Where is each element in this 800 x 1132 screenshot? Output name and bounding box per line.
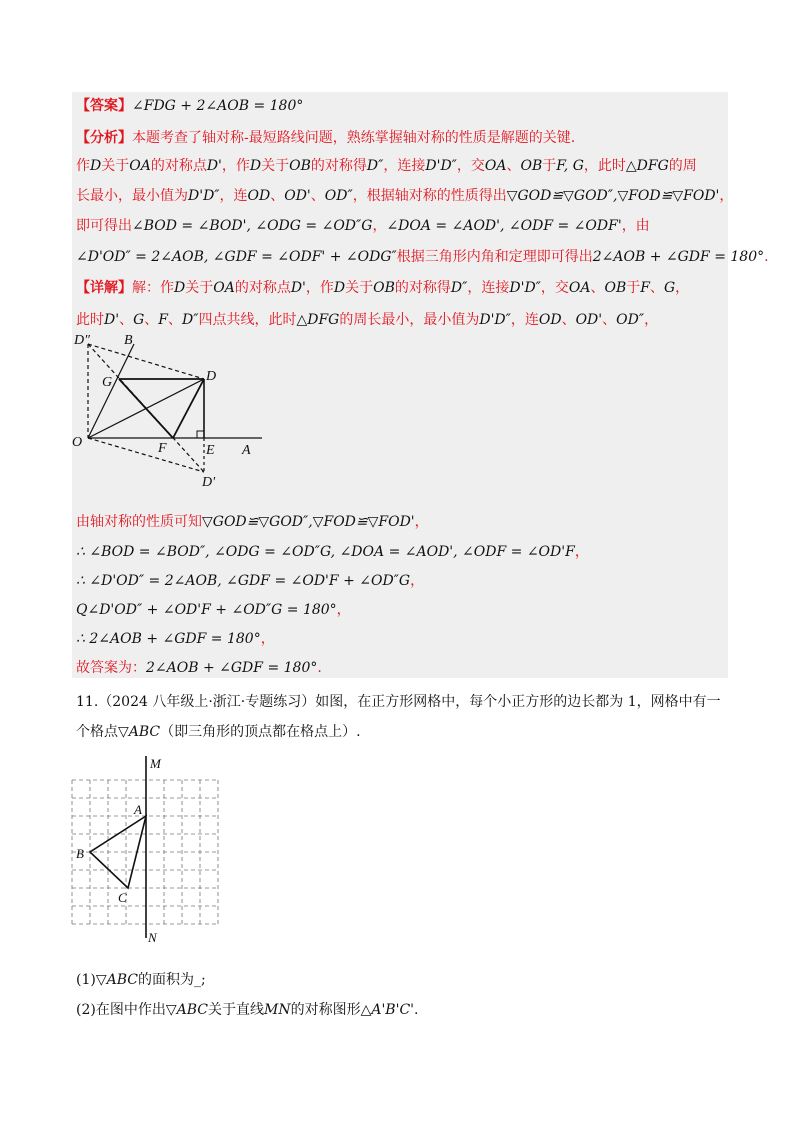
m: ▽ABC <box>165 1002 208 1018</box>
t: 的对称点 <box>150 158 207 174</box>
label-d2: D″ <box>74 333 90 348</box>
t: (2)在图中作出 <box>76 1002 166 1018</box>
m: D″ <box>366 158 384 174</box>
question-line-1 <box>76 692 721 712</box>
m: △DFG <box>296 312 340 328</box>
t: ， <box>719 188 734 204</box>
m: ▽GOD≌▽GOD″,▽FOD≌▽FOD' <box>506 188 720 204</box>
m: ∴ ∠BOD = ∠BOD″, ∠ODG = ∠OD″G, ∠DOA = ∠AOD', ∠ODF = ∠OD'F <box>76 544 575 560</box>
m: F <box>158 312 168 328</box>
m: △A'B'C' <box>360 1002 415 1018</box>
t: ， <box>372 218 387 234</box>
m: ▽GOD≌▽GOD″,▽FOD≌▽FOD' <box>202 514 415 530</box>
t: ，连 <box>219 188 248 204</box>
t: 故答案为： <box>76 660 146 676</box>
analysis-line-4 <box>76 216 650 236</box>
m: ∴ ∠D'OD″ = 2∠AOB, ∠GDF = ∠OD'F + ∠OD″G <box>76 573 411 589</box>
detail-line-7 <box>76 629 275 649</box>
label-c2: C <box>118 890 127 905</box>
m: OD″ <box>324 188 353 204</box>
t: (1) <box>76 972 96 988</box>
t: 个格点 <box>76 724 118 740</box>
m: D <box>174 280 186 296</box>
t: ，作 <box>305 280 334 296</box>
m: ∴ 2∠AOB + ∠GDF = 180° <box>76 631 261 647</box>
t: 关于直线 <box>207 1002 264 1018</box>
t: 关于 <box>261 158 290 174</box>
t: 关于 <box>185 280 214 296</box>
detail-line-1 <box>76 278 689 298</box>
right-angle-mark <box>197 431 204 438</box>
m: F, G <box>556 158 584 174</box>
t: ， <box>260 631 275 647</box>
t: 于 <box>542 158 557 174</box>
t: 解：作 <box>132 280 174 296</box>
t: . <box>764 249 769 265</box>
m: OA <box>484 158 507 174</box>
m: D″ <box>450 280 468 296</box>
label-o: O <box>72 435 83 450</box>
m: D″ <box>181 312 199 328</box>
label-d: D <box>206 369 217 384</box>
label-b: B <box>124 333 133 348</box>
t: 关于 <box>345 280 374 296</box>
question-line-2 <box>76 722 361 742</box>
label-b2: B <box>76 846 84 861</box>
m: OD' <box>284 188 311 204</box>
t: 即可得出 <box>76 218 132 234</box>
m: D' <box>104 312 120 328</box>
t: 的对称得 <box>310 158 367 174</box>
t: ，连接 <box>467 280 510 296</box>
t: 由轴对称的性质可知 <box>76 514 202 530</box>
label-d1: D' <box>202 475 216 490</box>
question-part-2 <box>76 1000 418 1020</box>
segment-df <box>173 379 204 438</box>
question-number: 11. <box>76 694 99 710</box>
t: 关于 <box>101 158 130 174</box>
detail-line-5 <box>76 571 424 591</box>
m: Q∠D'OD″ + ∠OD'F + ∠OD″G = 180° <box>76 602 337 618</box>
ray-ob <box>88 344 134 438</box>
analysis-line-1 <box>76 128 575 148</box>
m: OD <box>247 188 271 204</box>
t: 的对称图形 <box>290 1002 361 1018</box>
m: OD' <box>575 312 603 328</box>
m: G <box>663 280 676 296</box>
t: 、 <box>270 188 285 204</box>
m: ∠DOA = ∠AOD', ∠ODF = ∠ODF' <box>386 218 622 234</box>
analysis-text-1: 本题考查了轴对称-最短路线问题，熟练掌握轴对称的性质是解题的关键. <box>132 130 576 146</box>
detail-line-4 <box>76 542 589 562</box>
geometry-figure-1 <box>66 330 276 496</box>
m: OB <box>373 280 395 296</box>
t: （即三角形的顶点都在格点上）. <box>160 724 361 740</box>
analysis-line-3 <box>76 186 733 206</box>
m: ∠BOD = ∠BOD', ∠ODG = ∠OD″G <box>132 218 373 234</box>
t: 此时 <box>76 312 104 328</box>
label-a: A <box>242 443 251 458</box>
m: D <box>249 158 262 174</box>
t: ， <box>336 602 351 618</box>
t: 、 <box>590 280 605 296</box>
m: OB <box>289 158 311 174</box>
t: 、 <box>144 312 159 328</box>
t: 、 <box>167 312 182 328</box>
t: 的对称得 <box>394 280 451 296</box>
t: 于 <box>626 280 641 296</box>
segment-od1 <box>88 438 204 472</box>
m: 2∠AOB + ∠GDF = 180° <box>146 660 318 676</box>
label-f: F <box>158 441 167 456</box>
m: OA <box>129 158 151 174</box>
label-n: N <box>148 930 157 945</box>
t: 、 <box>649 280 664 296</box>
detail-line-8 <box>76 658 322 678</box>
m: D'D″ <box>188 188 220 204</box>
analysis-line-5 <box>76 247 769 267</box>
m: ▽ABC <box>95 972 138 988</box>
answer-formula: ∠FDG + 2∠AOB = 180° <box>132 98 304 114</box>
t: . <box>414 1002 419 1018</box>
question-text: 如图，在正方形网格中，每个小正方形的边长都为 1，网格中有一 <box>315 694 721 710</box>
m: D <box>90 158 102 174</box>
segment-d2d <box>88 344 204 379</box>
analysis-line-2 <box>76 156 697 176</box>
t: 根据三角形内角和定理即可得出 <box>396 249 593 265</box>
m: ▽ABC <box>118 724 161 740</box>
t: ，作 <box>221 158 250 174</box>
question-part-1 <box>76 970 206 990</box>
m: D'D″ <box>425 158 457 174</box>
m: D' <box>206 158 222 174</box>
answer-line <box>76 96 303 116</box>
m: D'D″ <box>479 312 511 328</box>
grid-figure <box>60 752 235 947</box>
m: D <box>333 280 346 296</box>
m: OD″ <box>616 312 645 328</box>
t: ，由 <box>621 218 650 234</box>
t: . <box>317 660 322 676</box>
m: OD <box>538 312 562 328</box>
t: 、 <box>602 312 617 328</box>
detail-line-2 <box>76 310 658 330</box>
t: ， <box>675 280 690 296</box>
analysis-tag: 【分析】 <box>76 130 132 146</box>
t: 、 <box>310 188 325 204</box>
m: D'D″ <box>509 280 541 296</box>
t: 、 <box>561 312 576 328</box>
detail-line-6 <box>76 600 351 620</box>
t: ， <box>414 514 429 530</box>
t: ，根据轴对称的性质得出 <box>352 188 507 204</box>
m: ∠D'OD″ = 2∠AOB, ∠GDF = ∠ODF' + ∠ODG″ <box>76 249 397 265</box>
m: OB <box>520 158 543 174</box>
m: D' <box>290 280 306 296</box>
label-g: G <box>102 375 113 390</box>
m: F <box>640 280 650 296</box>
t: 的周长最小，最小值为 <box>339 312 480 328</box>
grid-lines <box>72 780 218 924</box>
question-source: （2024 八年级上·浙江·专题练习） <box>98 694 316 710</box>
m: OA <box>568 280 591 296</box>
m: OB <box>604 280 627 296</box>
segment-d2d1 <box>88 344 204 472</box>
t: 四点共线，此时 <box>198 312 297 328</box>
label-e: E <box>206 443 215 458</box>
t: 的面积为_; <box>137 972 206 988</box>
t: 、 <box>506 158 521 174</box>
answer-tag: 【答案】 <box>76 98 132 114</box>
m: G <box>133 312 145 328</box>
label-a2: A <box>134 802 142 817</box>
m: 2∠AOB + ∠GDF = 180° <box>592 249 765 265</box>
label-m: M <box>150 756 161 771</box>
t: ， <box>644 312 659 328</box>
t: ， <box>574 544 589 560</box>
t: 作 <box>76 158 90 174</box>
t: ，此时 <box>583 158 626 174</box>
t: 、 <box>119 312 134 328</box>
t: 的周 <box>668 158 697 174</box>
t: 的对称点 <box>234 280 291 296</box>
m: OA <box>213 280 235 296</box>
t: ，交 <box>540 280 569 296</box>
detail-line-3 <box>76 512 429 532</box>
t: ，连 <box>510 312 539 328</box>
t: ， <box>410 573 425 589</box>
m: △DFG <box>625 158 669 174</box>
m: MN <box>263 1002 291 1018</box>
t: ，连接 <box>383 158 426 174</box>
t: 长最小，最小值为 <box>76 188 188 204</box>
detail-tag: 【详解】 <box>76 280 132 296</box>
t: ，交 <box>456 158 485 174</box>
